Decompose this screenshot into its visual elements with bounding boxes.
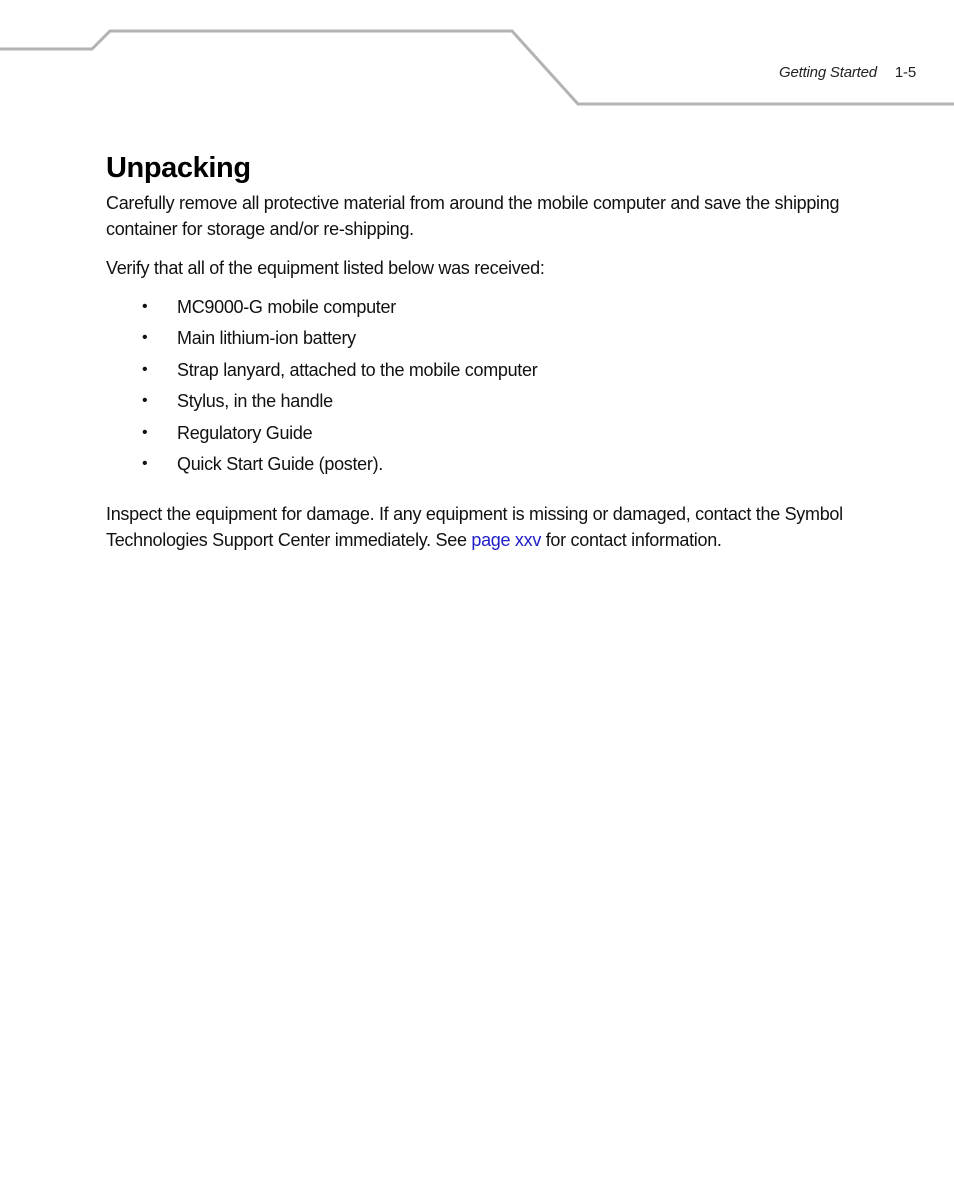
list-item-text: MC9000-G mobile computer [177,297,396,317]
bullet-icon: • [142,329,148,347]
list-item-text: Stylus, in the handle [177,391,333,412]
page-xxv-link[interactable]: page xxv [471,529,542,550]
page-content [106,148,866,566]
list-item-text: Regulatory Guide [177,422,313,443]
inspect-text: Inspect the equipment for damage. If any equipment is missing or damaged, contact the Symbol Technologies Support Center immediately. See [106,503,843,550]
bullet-icon: • [142,298,148,315]
inspect-paragraph [106,501,866,553]
inspect-text-end: for contact information. [541,529,722,550]
bullet-icon: • [142,454,148,472]
equipment-list [106,294,866,477]
bullet-icon: • [142,423,148,441]
verify-paragraph: Verify that all of the equipment listed below was received: [106,258,545,278]
list-item [106,451,866,477]
list-item-text: Strap lanyard, attached to the mobile computer [177,359,538,380]
page-number: 1-5 [894,64,916,81]
list-item [106,325,866,351]
list-item [106,294,866,320]
intro-paragraph: Carefully remove all protective material from around the mobile computer and save the shipping container for storage and/or re-shipping. [106,193,840,239]
header-rule [0,0,954,110]
bullet-icon: • [142,360,148,378]
list-item [106,388,866,414]
section-heading: Unpacking [106,152,251,184]
list-item-text: Quick Start Guide (poster). [177,453,383,474]
section-title: Getting Started [779,64,877,81]
list-item-text: Main lithium-ion battery [177,328,356,349]
list-item [106,357,866,383]
bullet-icon: • [142,392,148,410]
running-head [779,64,916,81]
list-item [106,420,866,446]
